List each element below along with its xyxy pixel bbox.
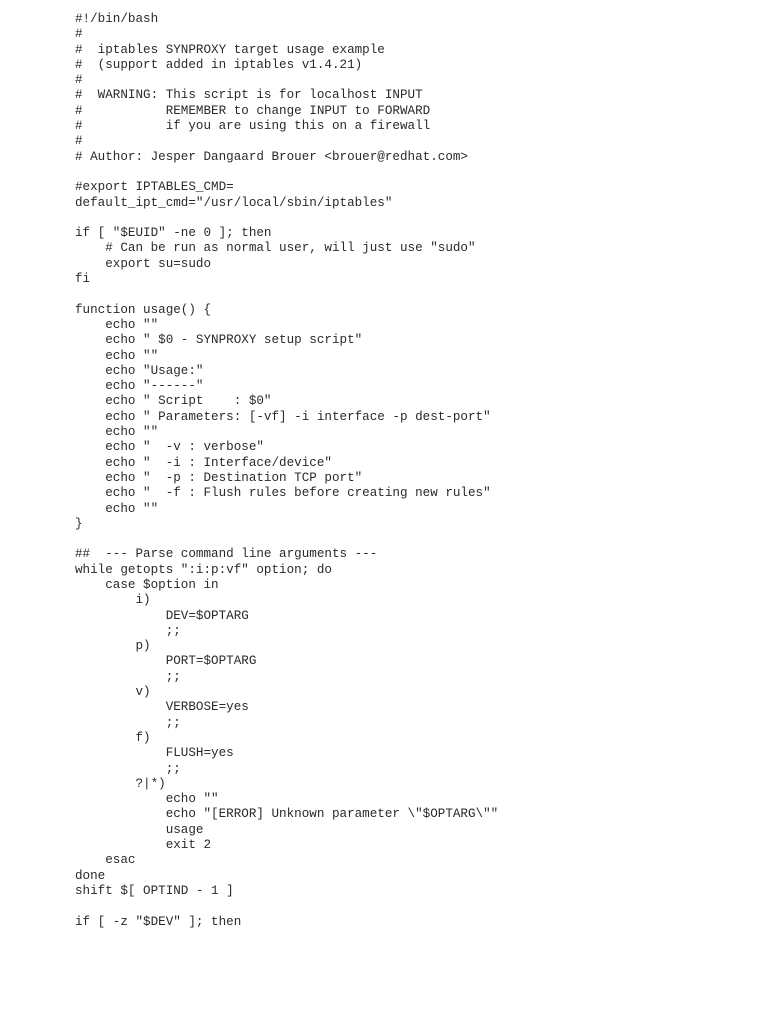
code-line: ## --- Parse command line arguments --- <box>75 547 378 562</box>
code-line: function usage() { <box>75 302 212 317</box>
code-line: ;; <box>75 623 181 638</box>
code-line <box>75 532 498 547</box>
code-line: ?|*) <box>75 776 166 791</box>
code-line: echo "" <box>75 425 159 440</box>
code-line: echo "Usage:" <box>75 363 204 378</box>
code-line: echo "" <box>75 792 219 807</box>
code-line: # Can be run as normal user, will just use "sudo" <box>75 241 476 256</box>
code-line: p) <box>75 639 151 654</box>
code-line: f) <box>75 730 151 745</box>
code-line: # REMEMBER to change INPUT to FORWARD <box>75 103 431 118</box>
code-line: if [ -z "$DEV" ]; then <box>75 914 242 929</box>
code-line: echo " Script : $0" <box>75 394 272 409</box>
code-line: ;; <box>75 715 181 730</box>
code-line: echo " -v : verbose" <box>75 440 264 455</box>
code-line: ;; <box>75 669 181 684</box>
code-line: echo " $0 - SYNPROXY setup script" <box>75 333 363 348</box>
code-line: echo " -p : Destination TCP port" <box>75 470 363 485</box>
code-line: PORT=$OPTARG <box>75 654 257 669</box>
code-line: if [ "$EUID" -ne 0 ]; then <box>75 226 272 241</box>
code-line: echo "" <box>75 501 159 516</box>
code-line: # Author: Jesper Dangaard Brouer <brouer@redhat.com> <box>75 149 468 164</box>
code-line: DEV=$OPTARG <box>75 608 249 623</box>
code-line: # if you are using this on a firewall <box>75 119 431 134</box>
code-line: # WARNING: This script is for localhost INPUT <box>75 88 423 103</box>
code-line: echo "------" <box>75 379 204 394</box>
code-line <box>75 287 498 302</box>
code-line: default_ipt_cmd="/usr/local/sbin/iptables" <box>75 195 393 210</box>
code-line: fi <box>75 272 91 287</box>
code-line: #!/bin/bash <box>75 12 159 26</box>
code-line: VERBOSE=yes <box>75 700 249 715</box>
code-line: # <box>75 73 83 88</box>
code-line <box>75 165 498 180</box>
code-line: while getopts ":i:p:vf" option; do <box>75 562 332 577</box>
code-line: # <box>75 27 83 42</box>
code-line: # iptables SYNPROXY target usage example <box>75 42 385 57</box>
code-line: echo " Parameters: [-vf] -i interface -p dest-port" <box>75 409 491 424</box>
code-line: esac <box>75 853 136 868</box>
code-line: exit 2 <box>75 838 212 853</box>
code-line: done <box>75 868 106 883</box>
code-line: ;; <box>75 761 181 776</box>
code-line: shift $[ OPTIND - 1 ] <box>75 883 234 898</box>
code-line: echo "[ERROR] Unknown parameter \"$OPTARG\"" <box>75 807 499 822</box>
code-line: case $option in <box>75 577 219 592</box>
code-line <box>75 211 498 226</box>
code-line: # (support added in iptables v1.4.21) <box>75 57 363 72</box>
code-line: echo " -f : Flush rules before creating new rules" <box>75 486 491 501</box>
code-line: #export IPTABLES_CMD= <box>75 180 234 195</box>
code-line: usage <box>75 822 204 837</box>
code-line: echo " -i : Interface/device" <box>75 455 332 470</box>
code-line <box>75 899 498 914</box>
code-line: FLUSH=yes <box>75 746 234 761</box>
code-line: echo "" <box>75 317 159 332</box>
code-line: v) <box>75 685 151 700</box>
script-code-block <box>75 12 498 930</box>
code-line: echo "" <box>75 348 159 363</box>
code-line: export su=sudo <box>75 256 212 271</box>
code-line: } <box>75 516 83 531</box>
code-line: i) <box>75 593 151 608</box>
code-line: # <box>75 134 83 149</box>
